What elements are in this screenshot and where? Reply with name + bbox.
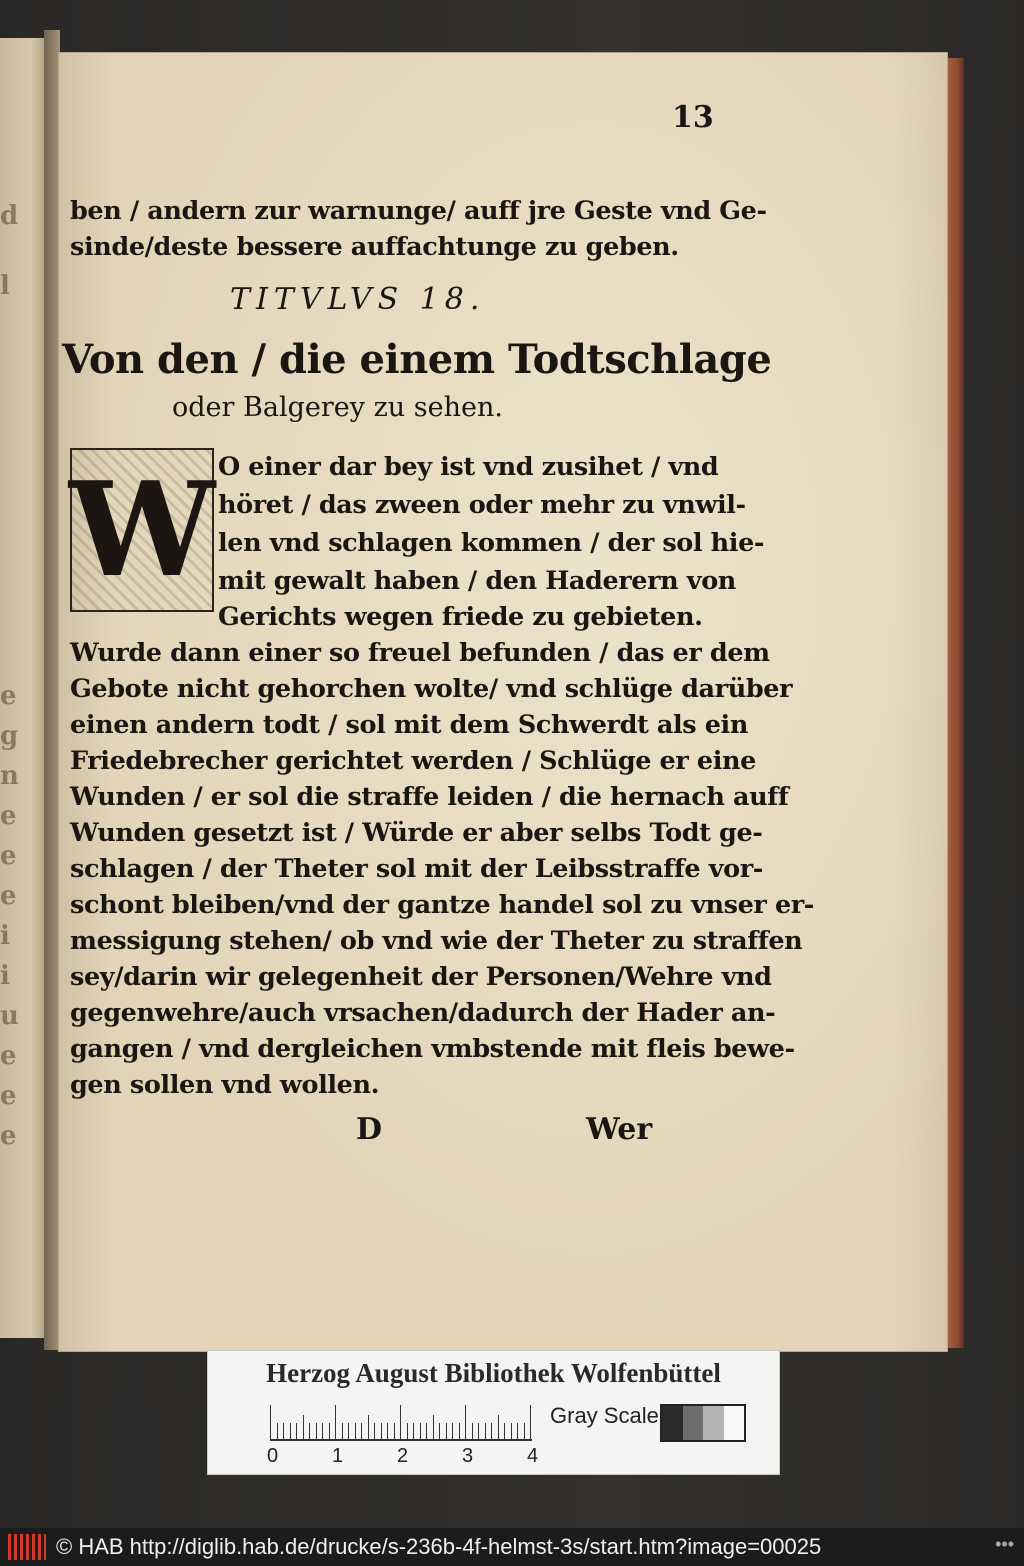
ruler-tick — [270, 1405, 271, 1439]
bleed-through-text: l — [0, 271, 10, 301]
bleed-through-text: i — [0, 961, 10, 991]
ruler-tick — [511, 1423, 512, 1439]
ruler-tick — [439, 1423, 440, 1439]
gray-swatch — [662, 1406, 683, 1440]
ruler-tick — [387, 1423, 388, 1439]
ruler-tick — [504, 1423, 505, 1439]
bleed-through-text: d — [0, 201, 19, 231]
text-line: len vnd schlagen kommen / der sol hie- — [218, 528, 765, 558]
bleed-through-text: e — [0, 681, 17, 711]
more-dots-icon[interactable]: ••• — [995, 1534, 1014, 1554]
ruler-tick — [303, 1415, 304, 1439]
copyright-url[interactable]: © HAB http://diglib.hab.de/drucke/s-236b-4f-helmst-3s/start.htm?image=00025 — [56, 1534, 822, 1559]
ruler-tick — [277, 1423, 278, 1439]
text-line: schont bleiben/vnd der gantze handel sol zu vnser er- — [70, 890, 814, 920]
bleed-through-text: e — [0, 881, 17, 911]
bleed-through-text: i — [0, 921, 10, 951]
ruler-tick — [459, 1423, 460, 1439]
ruler-tick — [283, 1423, 284, 1439]
text-line: sinde/deste bessere auffachtunge zu geben. — [70, 232, 679, 262]
library-name: Herzog August Bibliothek Wolfenbüttel — [266, 1358, 721, 1388]
ruler-tick — [478, 1423, 479, 1439]
text-line: höret / das zween oder mehr zu vnwil- — [218, 490, 746, 520]
text-line: Gebote nicht gehorchen wolte/ vnd schlüge darüber — [70, 674, 793, 704]
ruler-tick — [465, 1405, 466, 1439]
ruler-tick — [394, 1423, 395, 1439]
bleed-through-text: n — [0, 761, 19, 791]
gray-swatch — [724, 1406, 745, 1440]
text-line: gegenwehre/auch vrsachen/dadurch der Hader an- — [70, 998, 776, 1028]
decorated-initial — [70, 448, 214, 612]
ruler-tick — [309, 1423, 310, 1439]
ruler-tick — [342, 1423, 343, 1439]
initial-letter: W — [69, 453, 215, 606]
bleed-through-text: e — [0, 1041, 17, 1071]
text-line: Wurde dann einer so freuel befunden / das er dem — [70, 638, 770, 668]
ruler-tick — [296, 1423, 297, 1439]
ruler-tick — [368, 1415, 369, 1439]
text-line: Gerichts wegen friede zu gebieten. — [218, 602, 703, 632]
ruler-tick — [322, 1423, 323, 1439]
color-calibration-bar — [207, 1350, 780, 1475]
ruler-scale — [270, 1405, 532, 1441]
text-line: gangen / vnd dergleichen vmbstende mit fleis bewe- — [70, 1034, 795, 1064]
ruler-tick — [420, 1423, 421, 1439]
ruler-tick — [361, 1423, 362, 1439]
signature-mark: D — [356, 1112, 383, 1147]
text-line: schlagen / der Theter sol mit der Leibsstraffe vor- — [70, 854, 763, 884]
text-line: Friedebrecher gerichtet werden / Schlüge er eine — [70, 746, 756, 776]
hab-logo-icon — [8, 1534, 46, 1560]
ruler-tick — [472, 1423, 473, 1439]
text-line: ben / andern zur warnunge/ auff jre Geste vnd Ge- — [70, 196, 767, 226]
ruler-tick — [446, 1423, 447, 1439]
text-line: messigung stehen/ ob vnd wie der Theter zu straffen — [70, 926, 803, 956]
ruler-tick — [335, 1405, 336, 1439]
ruler-label: 3 — [462, 1445, 474, 1467]
gray-swatch — [703, 1406, 724, 1440]
facing-page-sliver — [0, 38, 46, 1338]
ruler-tick — [413, 1423, 414, 1439]
bleed-through-text: g — [0, 721, 19, 751]
text-line: Wunden gesetzt ist / Würde er aber selbs Todt ge- — [70, 818, 763, 848]
text-line: Wunden / er sol die straffe leiden / die hernach auff — [70, 782, 789, 812]
gray-scale-swatches — [660, 1404, 746, 1442]
gray-swatch — [683, 1406, 704, 1440]
gray-scale-label: Gray Scale — [550, 1403, 659, 1428]
text-line: gen sollen vnd wollen. — [70, 1070, 380, 1100]
ruler-tick — [355, 1423, 356, 1439]
ruler-label: 1 — [332, 1445, 344, 1467]
footer-bar — [0, 1528, 1024, 1566]
ruler-tick — [491, 1423, 492, 1439]
ruler-label: 0 — [267, 1445, 279, 1467]
bleed-through-text: e — [0, 1121, 17, 1151]
ruler-tick — [498, 1415, 499, 1439]
text-line: einen andern todt / sol mit dem Schwerdt als ein — [70, 710, 748, 740]
text-line: sey/darin wir gelegenheit der Personen/Wehre vnd — [70, 962, 772, 992]
ruler-tick — [485, 1423, 486, 1439]
ruler-tick — [452, 1423, 453, 1439]
ruler-label: 2 — [397, 1445, 409, 1467]
ruler-tick — [316, 1423, 317, 1439]
ruler-tick — [524, 1423, 525, 1439]
catchword: Wer — [586, 1112, 653, 1147]
ruler-tick — [348, 1423, 349, 1439]
section-heading: Von den / die einem Todtschlage — [62, 336, 772, 383]
ruler-tick — [329, 1423, 330, 1439]
ruler-tick — [374, 1423, 375, 1439]
titulus-heading: TITVLVS 18. — [230, 282, 486, 317]
text-line: O einer dar bey ist vnd zusihet / vnd — [218, 452, 719, 482]
ruler-tick — [381, 1423, 382, 1439]
ruler-tick — [407, 1423, 408, 1439]
text-line: mit gewalt haben / den Haderern von — [218, 566, 736, 596]
ruler-tick — [530, 1405, 531, 1439]
bleed-through-text: e — [0, 801, 17, 831]
bleed-through-text: u — [0, 1001, 19, 1031]
ruler-tick — [400, 1405, 401, 1439]
ruler-tick — [517, 1423, 518, 1439]
page-red-edge — [948, 58, 964, 1348]
ruler-tick — [433, 1415, 434, 1439]
ruler-tick — [426, 1423, 427, 1439]
ruler-label: 4 — [527, 1445, 539, 1467]
ruler-tick — [290, 1423, 291, 1439]
section-subheading: oder Balgerey zu sehen. — [172, 392, 503, 423]
bleed-through-text: e — [0, 841, 17, 871]
bleed-through-text: e — [0, 1081, 17, 1111]
page-number: 13 — [672, 100, 714, 135]
